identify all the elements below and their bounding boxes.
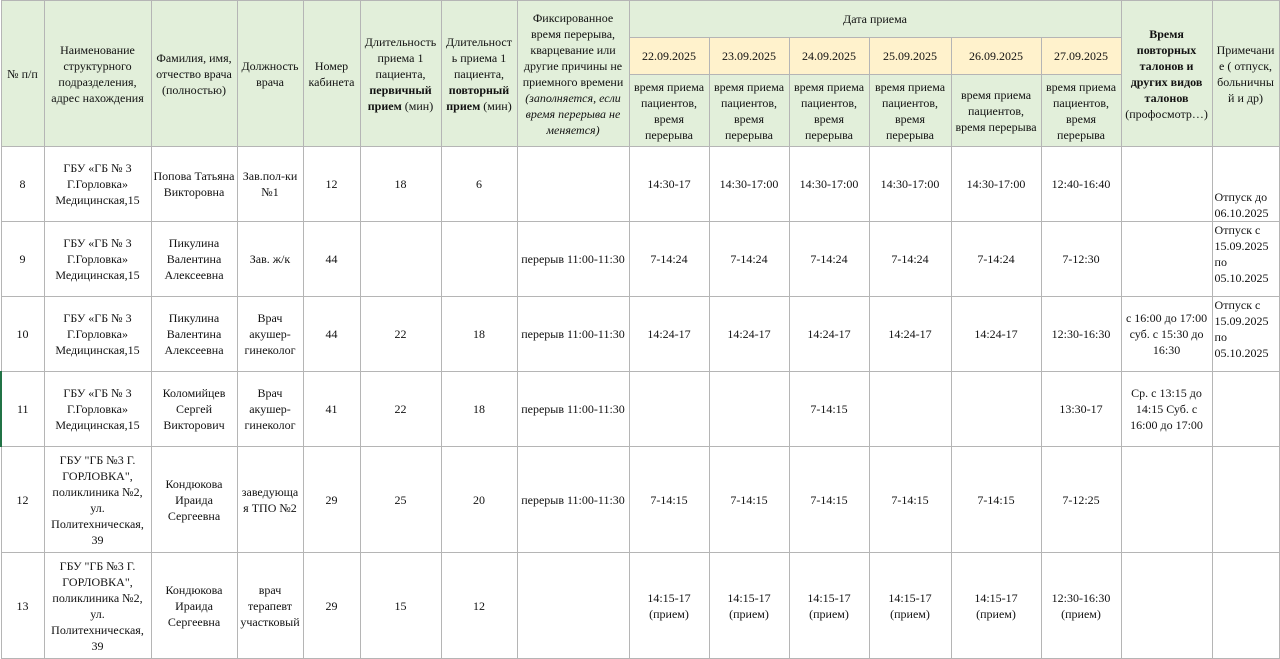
header-repeat-tickets-bold: Время повторных талонов и других видов талонов bbox=[1130, 26, 1203, 105]
cell-day-1[interactable]: 14:24-17 bbox=[629, 297, 709, 372]
header-time-4[interactable]: время приема пациентов, время перерыва bbox=[869, 75, 951, 147]
cell-day-1[interactable]: 14:15-17 (прием) bbox=[629, 553, 709, 659]
cell-day-5[interactable]: 14:30-17:00 bbox=[951, 147, 1041, 222]
cell-day-2[interactable]: 14:30-17:00 bbox=[709, 147, 789, 222]
header-date-5[interactable]: 26.09.2025 bbox=[951, 38, 1041, 75]
cell-day-4[interactable]: 7-14:15 bbox=[869, 447, 951, 553]
cell-day-5[interactable] bbox=[951, 372, 1041, 447]
cell-num[interactable]: 9 bbox=[1, 222, 44, 297]
header-duration-repeat-text: Длительност ь приема 1 пациента, bbox=[446, 34, 512, 81]
cell-repeat-tickets[interactable]: Ср. с 13:15 до 14:15 Суб. с 16:00 до 17:00 bbox=[1121, 372, 1212, 447]
cell-break[interactable] bbox=[517, 553, 629, 659]
cell-position[interactable]: Зав.пол-ки №1 bbox=[237, 147, 303, 222]
header-duration-repeat[interactable] bbox=[441, 1, 517, 147]
cell-repeat-tickets[interactable]: с 16:00 до 17:00 суб. с 15:30 до 16:30 bbox=[1121, 297, 1212, 372]
cell-num[interactable]: 11 bbox=[1, 372, 44, 447]
cell-day-5[interactable]: 14:24-17 bbox=[951, 297, 1041, 372]
cell-day-2[interactable]: 7-14:15 bbox=[709, 447, 789, 553]
cell-day-2[interactable]: 14:24-17 bbox=[709, 297, 789, 372]
cell-day-1[interactable]: 7-14:24 bbox=[629, 222, 709, 297]
header-time-2[interactable]: время приема пациентов, время перерыва bbox=[709, 75, 789, 147]
cell-day-5[interactable]: 14:15-17 (прием) bbox=[951, 553, 1041, 659]
cell-note[interactable] bbox=[1212, 372, 1279, 447]
cell-duration-primary[interactable]: 18 bbox=[360, 147, 441, 222]
cell-day-6[interactable]: 12:30-16:30 bbox=[1041, 297, 1121, 372]
cell-day-3[interactable]: 14:24-17 bbox=[789, 297, 869, 372]
cell-repeat-tickets[interactable] bbox=[1121, 447, 1212, 553]
cell-division[interactable]: ГБУ «ГБ № 3 Г.Горловка» Медицинская,15 bbox=[44, 297, 151, 372]
cell-day-6[interactable]: 7-12:25 bbox=[1041, 447, 1121, 553]
cell-duration-primary[interactable]: 25 bbox=[360, 447, 441, 553]
cell-break[interactable]: перерыв 11:00-11:30 bbox=[517, 222, 629, 297]
cell-day-4[interactable] bbox=[869, 372, 951, 447]
cell-duration-primary[interactable]: 22 bbox=[360, 297, 441, 372]
header-date-6[interactable]: 27.09.2025 bbox=[1041, 38, 1121, 75]
header-duration-primary-bold: первичный прием bbox=[367, 82, 432, 113]
cell-break[interactable]: перерыв 11:00-11:30 bbox=[517, 372, 629, 447]
cell-num[interactable]: 12 bbox=[1, 447, 44, 553]
cell-note[interactable]: Отпуск с 15.09.2025 по 05.10.2025 bbox=[1212, 222, 1279, 297]
cell-day-4[interactable]: 7-14:24 bbox=[869, 222, 951, 297]
cell-doctor[interactable]: Пикулина Валентина Алексеевна bbox=[151, 297, 237, 372]
cell-day-3[interactable]: 14:15-17 (прием) bbox=[789, 553, 869, 659]
cell-day-1[interactable] bbox=[629, 372, 709, 447]
cell-doctor[interactable]: Кондюкова Ираида Сергеевна bbox=[151, 553, 237, 659]
cell-position[interactable]: заведующая ТПО №2 bbox=[237, 447, 303, 553]
cell-day-6[interactable]: 12:40-16:40 bbox=[1041, 147, 1121, 222]
cell-num[interactable]: 10 bbox=[1, 297, 44, 372]
header-duration-primary-unit: (мин) bbox=[404, 98, 434, 113]
cell-duration-repeat[interactable]: 20 bbox=[441, 447, 517, 553]
header-break-note: (заполняется, если время перерыва не меняется) bbox=[525, 90, 621, 137]
table-row bbox=[1, 222, 1279, 297]
header-duration-primary[interactable] bbox=[360, 1, 441, 147]
cell-day-3[interactable]: 7-14:24 bbox=[789, 222, 869, 297]
cell-duration-repeat[interactable]: 12 bbox=[441, 553, 517, 659]
cell-day-4[interactable]: 14:15-17 (прием) bbox=[869, 553, 951, 659]
cell-day-4[interactable]: 14:24-17 bbox=[869, 297, 951, 372]
table-row bbox=[1, 447, 1279, 553]
header-date-3[interactable]: 24.09.2025 bbox=[789, 38, 869, 75]
cell-break[interactable]: перерыв 11:00-11:30 bbox=[517, 297, 629, 372]
cell-position[interactable]: Врач акушер-гинеколог bbox=[237, 372, 303, 447]
cell-cabinet[interactable]: 12 bbox=[303, 147, 360, 222]
cell-note[interactable]: Отпуск до 06.10.2025 bbox=[1212, 147, 1279, 222]
cell-day-4[interactable]: 14:30-17:00 bbox=[869, 147, 951, 222]
header-date-4[interactable]: 25.09.2025 bbox=[869, 38, 951, 75]
header-doctor[interactable]: Фамилия, имя, отчество врача (полностью) bbox=[151, 1, 237, 147]
cell-duration-repeat[interactable]: 6 bbox=[441, 147, 517, 222]
cell-day-3[interactable]: 7-14:15 bbox=[789, 372, 869, 447]
cell-num[interactable]: 8 bbox=[1, 147, 44, 222]
cell-repeat-tickets[interactable] bbox=[1121, 553, 1212, 659]
cell-note[interactable]: Отпуск с 15.09.2025 по 05.10.2025 bbox=[1212, 297, 1279, 372]
cell-duration-primary[interactable]: 15 bbox=[360, 553, 441, 659]
header-duration-repeat-bold: повторный прием bbox=[446, 82, 510, 113]
cell-division[interactable]: ГБУ "ГБ №3 Г. ГОРЛОВКА", поликлиника №2, ул. Политехническая, 39 bbox=[44, 553, 151, 659]
cell-cabinet[interactable]: 41 bbox=[303, 372, 360, 447]
cell-cabinet[interactable]: 29 bbox=[303, 447, 360, 553]
header-break-text: Фиксированное время перерыва, кварцевание или другие причины не приемного времени bbox=[522, 10, 624, 89]
header-num[interactable]: № п/п bbox=[1, 1, 44, 147]
header-date-1[interactable]: 22.09.2025 bbox=[629, 38, 709, 75]
cell-day-2[interactable]: 7-14:24 bbox=[709, 222, 789, 297]
header-cabinet[interactable]: Номер кабинета bbox=[303, 1, 360, 147]
cell-day-6[interactable]: 13:30-17 bbox=[1041, 372, 1121, 447]
cell-doctor[interactable]: Пикулина Валентина Алексеевна bbox=[151, 222, 237, 297]
cell-division[interactable]: ГБУ "ГБ №3 Г. ГОРЛОВКА", поликлиника №2, ул. Политехническая, 39 bbox=[44, 447, 151, 553]
cell-day-1[interactable]: 7-14:15 bbox=[629, 447, 709, 553]
cell-break[interactable] bbox=[517, 147, 629, 222]
header-repeat-tickets[interactable] bbox=[1121, 1, 1212, 147]
header-date-group[interactable]: Дата приема bbox=[629, 1, 1121, 38]
cell-day-5[interactable]: 7-14:24 bbox=[951, 222, 1041, 297]
cell-note[interactable] bbox=[1212, 447, 1279, 553]
cell-division[interactable]: ГБУ «ГБ № 3 Г.Горловка» Медицинская,15 bbox=[44, 147, 151, 222]
cell-duration-primary[interactable]: 22 bbox=[360, 372, 441, 447]
header-position[interactable]: Должность врача bbox=[237, 1, 303, 147]
cell-duration-repeat[interactable]: 18 bbox=[441, 372, 517, 447]
cell-repeat-tickets[interactable] bbox=[1121, 147, 1212, 222]
table-row bbox=[1, 372, 1279, 447]
cell-cabinet[interactable]: 29 bbox=[303, 553, 360, 659]
header-repeat-tickets-note: (профосмотр…) bbox=[1125, 106, 1208, 121]
cell-doctor[interactable]: Кондюкова Ираида Сергеевна bbox=[151, 447, 237, 553]
cell-num[interactable]: 13 bbox=[1, 553, 44, 659]
header-time-3[interactable]: время приема пациентов, время перерыва bbox=[789, 75, 869, 147]
cell-duration-repeat[interactable]: 18 bbox=[441, 297, 517, 372]
cell-division[interactable]: ГБУ «ГБ № 3 Г.Горловка» Медицинская,15 bbox=[44, 222, 151, 297]
cell-day-6[interactable]: 12:30-16:30 (прием) bbox=[1041, 553, 1121, 659]
header-date-2[interactable]: 23.09.2025 bbox=[709, 38, 789, 75]
cell-day-1[interactable]: 14:30-17 bbox=[629, 147, 709, 222]
header-time-6[interactable]: время приема пациентов, время перерыва bbox=[1041, 75, 1121, 147]
cell-note[interactable] bbox=[1212, 553, 1279, 659]
table-row bbox=[1, 553, 1279, 659]
cell-break[interactable]: перерыв 11:00-11:30 bbox=[517, 447, 629, 553]
header-break[interactable] bbox=[517, 1, 629, 147]
cell-day-3[interactable]: 14:30-17:00 bbox=[789, 147, 869, 222]
cell-position[interactable]: врач терапевт участковый bbox=[237, 553, 303, 659]
header-note[interactable]: Примечание ( отпуск, больничный и др) bbox=[1212, 1, 1279, 147]
cell-day-6[interactable]: 7-12:30 bbox=[1041, 222, 1121, 297]
header-time-1[interactable]: время приема пациентов, время перерыва bbox=[629, 75, 709, 147]
cell-day-2[interactable] bbox=[709, 372, 789, 447]
cell-day-3[interactable]: 7-14:15 bbox=[789, 447, 869, 553]
cell-division[interactable]: ГБУ «ГБ № 3 Г.Горловка» Медицинская,15 bbox=[44, 372, 151, 447]
cell-duration-primary[interactable] bbox=[360, 222, 441, 297]
cell-repeat-tickets[interactable] bbox=[1121, 222, 1212, 297]
header-division[interactable]: Наименование структурного подразделения, адрес нахождения bbox=[44, 1, 151, 147]
cell-cabinet[interactable]: 44 bbox=[303, 297, 360, 372]
cell-doctor[interactable]: Коломийцев Сергей Викторович bbox=[151, 372, 237, 447]
header-time-5[interactable]: время приема пациентов, время перерыва bbox=[951, 75, 1041, 147]
header-duration-primary-text: Длительность приема 1 пациента, bbox=[364, 34, 437, 81]
table-row bbox=[1, 147, 1279, 222]
cell-position[interactable]: Зав. ж/к bbox=[237, 222, 303, 297]
cell-doctor[interactable]: Попова Татьяна Викторовна bbox=[151, 147, 237, 222]
cell-position[interactable]: Врач акушер-гинеколог bbox=[237, 297, 303, 372]
cell-cabinet[interactable]: 44 bbox=[303, 222, 360, 297]
cell-duration-repeat[interactable] bbox=[441, 222, 517, 297]
cell-day-5[interactable]: 7-14:15 bbox=[951, 447, 1041, 553]
header-duration-repeat-unit: (мин) bbox=[483, 98, 512, 113]
table-row bbox=[1, 297, 1279, 372]
cell-day-2[interactable]: 14:15-17 (прием) bbox=[709, 553, 789, 659]
